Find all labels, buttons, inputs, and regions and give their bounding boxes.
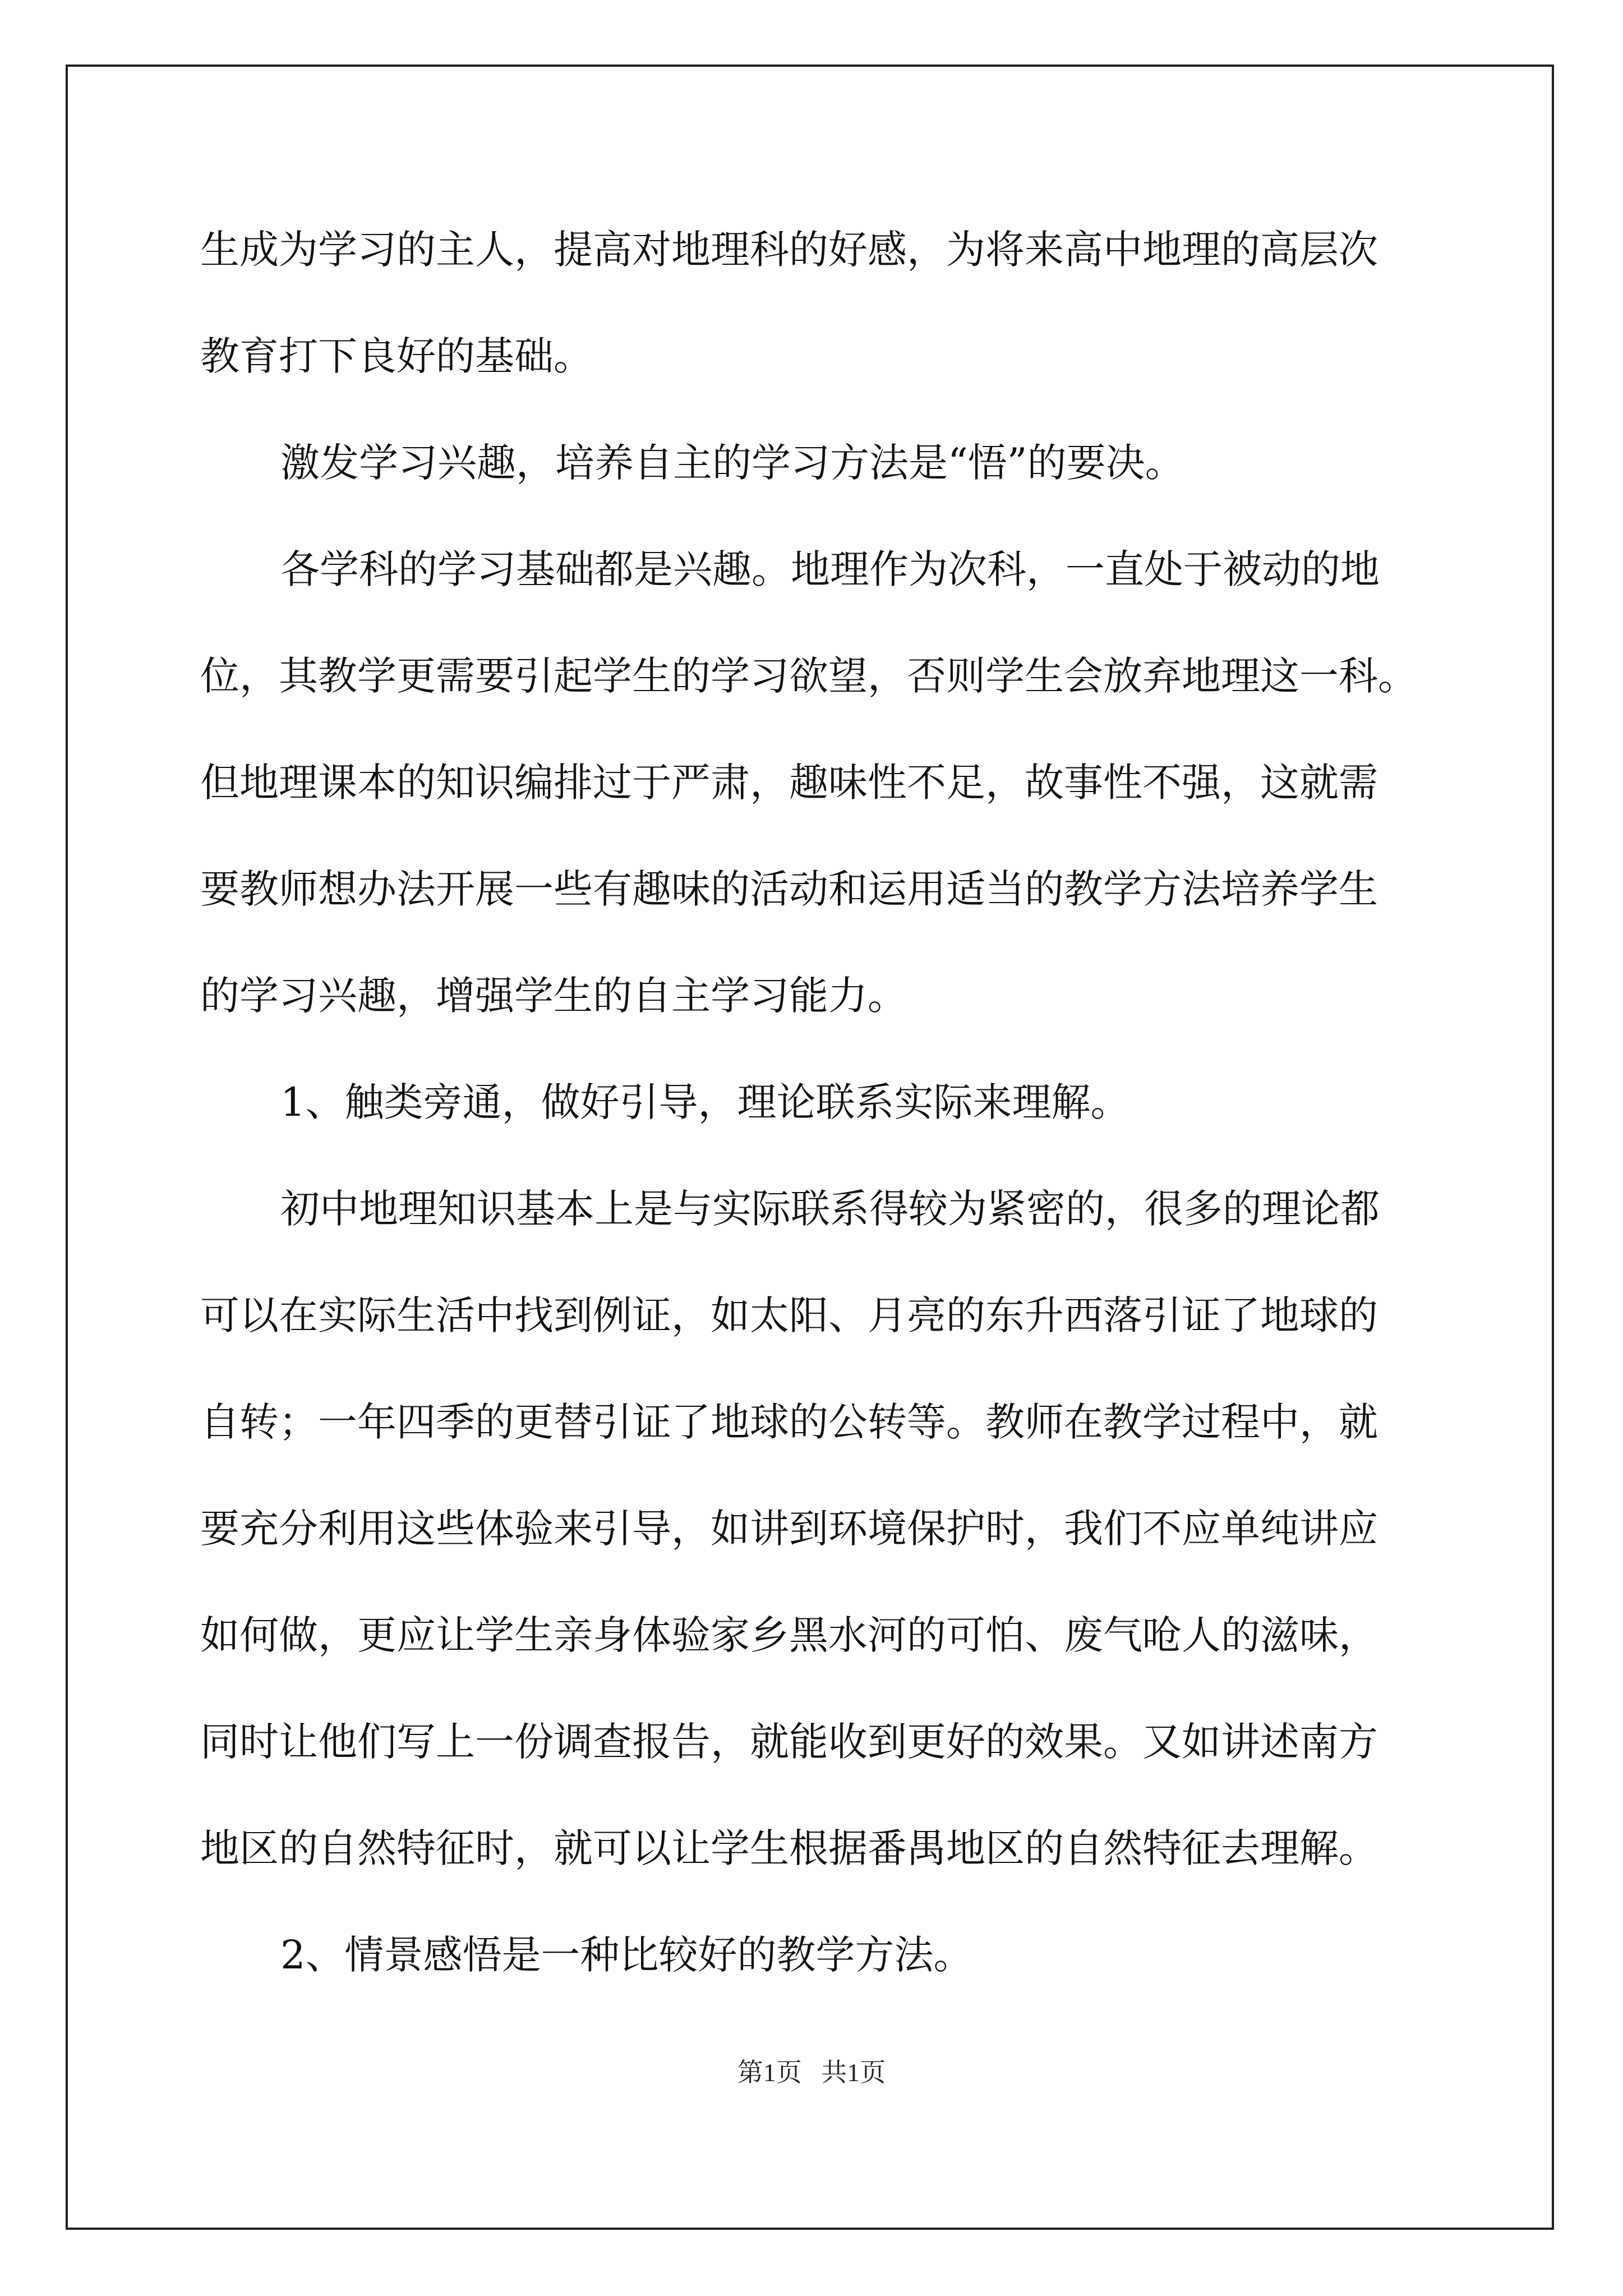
text-line: 要充分利用这些体验来引导，如讲到环境保护时，我们不应单纯讲应 xyxy=(200,1506,1378,1552)
text-line: 各学科的学习基础都是兴趣。地理作为次科，一直处于被动的地 xyxy=(280,546,1380,592)
text-line: 可以在实际生活中找到例证，如太阳、月亮的东升西落引证了地球的 xyxy=(200,1292,1378,1338)
text-line: 的学习兴趣，增强学生的自主学习能力。 xyxy=(200,973,907,1019)
text-line: 自转；一年四季的更替引证了地球的公转等。教师在教学过程中，就 xyxy=(200,1399,1378,1445)
text-line: 要教师想办法开展一些有趣味的活动和运用适当的教学方法培养学生 xyxy=(200,866,1378,912)
text-line: 教育打下良好的基础。 xyxy=(200,333,593,379)
text-line: 如何做，更应让学生亲身体验家乡黑水河的可怕、废气呛人的滋味， xyxy=(200,1612,1378,1658)
page-border xyxy=(66,65,1554,2230)
paragraph-heading: 2、情景感悟是一种比较好的教学方法。 xyxy=(280,1932,973,1978)
page-number: 第1页 共1页 xyxy=(737,2058,886,2087)
text-line: 生成为学习的主人，提高对地理科的好感，为将来高中地理的高层次 xyxy=(200,227,1378,273)
text-line: 同时让他们写上一份调查报告，就能收到更好的效果。又如讲述南方 xyxy=(200,1719,1378,1765)
text-line: 位，其教学更需要引起学生的学习欲望，否则学生会放弃地理这一科。 xyxy=(200,653,1417,699)
text-line: 但地理课本的知识编排过于严肃，趣味性不足，故事性不强，这就需 xyxy=(200,760,1378,806)
text-line: 初中地理知识基本上是与实际联系得较为紧密的，很多的理论都 xyxy=(280,1186,1380,1232)
text-line: 地区的自然特征时，就可以让学生根据番禺地区的自然特征去理解。 xyxy=(200,1825,1378,1871)
paragraph-heading: 激发学习兴趣，培养自主的学习方法是“悟”的要决。 xyxy=(280,440,1184,486)
paragraph-heading: 1、触类旁通，做好引导，理论联系实际来理解。 xyxy=(280,1079,1130,1125)
